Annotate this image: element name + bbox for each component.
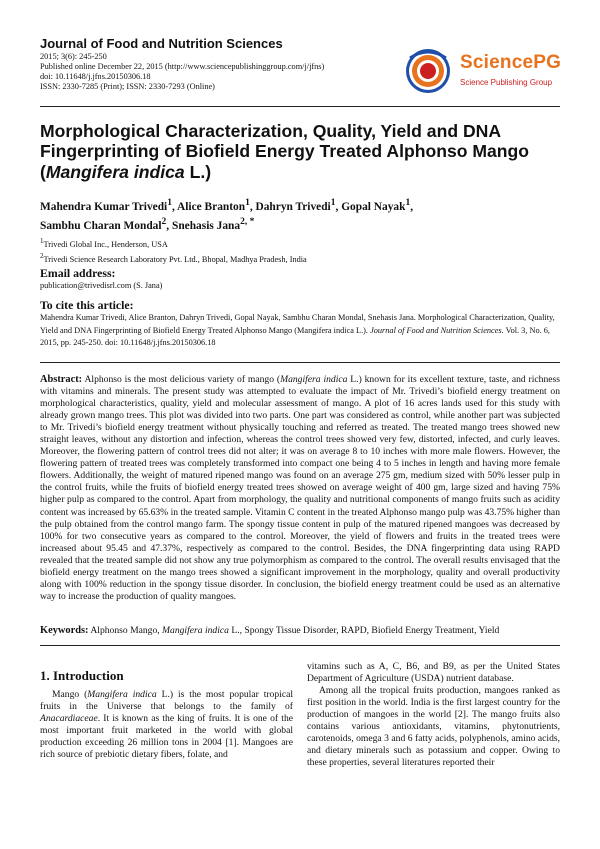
affiliation: $^1$Trivedi Global Inc., Henderson, USA [40, 238, 168, 249]
body-column-left [40, 689, 293, 761]
affiliations [40, 236, 307, 267]
doi-line: doi: 10.11648/j.jfns.20150306.18 [40, 71, 151, 81]
header-divider [40, 106, 560, 107]
author-list [40, 196, 560, 234]
issn-line: ISSN: 2330-7285 (Print); ISSN: 2330-7293 (Online) [40, 81, 215, 91]
author: Sambhu Charan Mondal$^2$, [40, 216, 172, 232]
author: Alice Branton$^1$, [177, 198, 256, 213]
published-line: Published online December 22, 2015 (http://www.sciencepublishinggroup.com/j/jfns) [40, 61, 325, 71]
volume-line: 2015; 3(6): 245-250 [40, 52, 107, 61]
keywords-species: Mangifera indica [162, 625, 229, 636]
citation-journal: Journal of Food and Nutrition Sciences. [370, 325, 504, 335]
abstract-divider [40, 362, 560, 363]
author: Snehasis Jana$^{2, *}$ [172, 216, 255, 232]
author: Dahryn Trivedi$^1$, [255, 198, 342, 213]
paragraph: Mango (Mangifera indica L.) is the most popular tropical fruits in the Universe that belongs to the family of Anacardiaceae. It is known as the king of fruits. It is one of the most important fruit marketed in the world with global production exceeding 26 million tons in 2004 [1]. Mangoes are rich source of prebiotic dietary fibers, folate, and [40, 689, 294, 761]
logo-name: SciencePG [460, 52, 562, 73]
paragraph: Among all the tropical fruits production, mangoes ranked as first position in the world. India is the first largest country for the production of mangoes in the world [2]. The mango fruits also contains various antioxidants, vitamins, phytonutrients, carotenoids, omega 3 and 6 fatty acids, polyphenols, amino acids, and dietary minerals such as potassium and copper. Owing to these properties, several literatures reported their [307, 685, 560, 769]
email-address[interactable]: publication@trivedisrl.com (S. Jana) [40, 281, 163, 290]
journal-meta [40, 52, 324, 92]
email-heading: Email address: [40, 266, 116, 280]
affiliation: $^2$Trivedi Science Research Laboratory Pvt. Ltd., Bhopal, Madhya Pradesh, India [40, 253, 307, 265]
logo-subtitle: Science Publishing Group [460, 78, 553, 87]
abstract-label: Abstract: [40, 374, 83, 385]
article-title [40, 121, 560, 182]
title-species: Mangifera indica [45, 161, 185, 182]
body-column-right [307, 661, 560, 769]
author: Gopal Nayak$^1$, [341, 198, 414, 213]
citation-heading: To cite this article: [40, 298, 134, 312]
citation-text: Mahendra Kumar Trivedi, Alice Branton, Dahryn Trivedi, Gopal Nayak, Sambhu Charan Mondal, Snehasis Jana. Morphological Characterization, Quality, Yield and DNA Fingerprinting of Biofield Energy Treated Alphonso Mango (Mangifera indica L.). Journal of Food and Nutrition Sciences. Vol. 3, No. 6, 2015, pp. 245-250. doi: 10.11648/j.jfns.20150306.18 [40, 313, 555, 348]
section-heading-introduction: 1. Introduction [40, 668, 124, 683]
title-end: L.) [184, 161, 212, 182]
abstract-species: Mangifera indica [280, 374, 348, 385]
author: Mahendra Kumar Trivedi$^1$, [40, 198, 178, 213]
keywords-label: Keywords: [40, 625, 89, 636]
abstract: Abstract: Alphonso is the most delicious variety of mango (Mangifera indica L.) known for its excellent texture, taste, and richness with vitamins and minerals. The present study was attempted to evaluate the impact of Mr. Trivedi’s biofield energy treatment on morphological characteristics, quality, yield and molecular assessment of mango. A plot of 16 acres lands used for this study with already grown mango trees. This plot was divided into two parts. One part was considered as control, while another part was subjected to Mr. Trivedi’s biofield energy treatment without physically touching and referred as treated. The treated mango trees showed new straight leaves, without any distortion and infection, whereas the control trees showed very few, distorted, infected, and curly leaves. Moreover, the flowering pattern of control trees did not alter; it was on average 8 to 10 inches with more male flowers. However, the flowering pattern of treated trees was completely transformed into compact one being 4 to 5 inches in length and having more female flowers. Additionally, the weight of matured ripened mango was found on an average 275 gm, medium sized with 50% lesser pulp in the control fruits, while the fruits of biofield energy treated trees showed on average weight of 400 gm, large sized and having 75% higher pulp as compared to the control. Apart from morphology, the quality and nutritional components of mango fruits such as acidity content was increased by 65.63% in the treated sample. Vitamin C content in the treated Alphonso mango pulp was 43.75% higher than the pulp obtained from the control mango farm. The spongy tissue content in pulp of the matured ripened mangoes was decreased by 100% for two consecutive years as compared to the control. Moreover, the yield of flowers and fruits in the treated trees were increased about 95.45 and 47.37%, respectively as compared to the control. Besides, the DNA fingerprinting data using RAPD revealed that the treated sample did not show any true polymorphism as compared to the control. The overall results envisaged that the biofield energy treatment on the mango trees showed a significant improvement in the morphology, quality and overall productivity along with 100% reduction in the spongy tissue disorder. In conclusion, the biofield energy treatment could be used as an alternative way to increase the production of quality mangoes. [40, 374, 560, 602]
body-divider [40, 645, 560, 646]
paragraph: vitamins such as A, C, B6, and B9, as per the United States Department of Agriculture (USDA) nutrient database. [307, 661, 560, 685]
title-main: Morphological Characterization, Quality, Yield and DNA Fingerprinting of Biofield Energy Treated Alphonso Mango ( [40, 121, 530, 182]
journal-name: Journal of Food and Nutrition Sciences [40, 36, 283, 51]
keywords: Keywords: Alphonso Mango, Mangifera indica L., Spongy Tissue Disorder, RAPD, Biofield Energy Treatment, Yield [40, 625, 500, 636]
